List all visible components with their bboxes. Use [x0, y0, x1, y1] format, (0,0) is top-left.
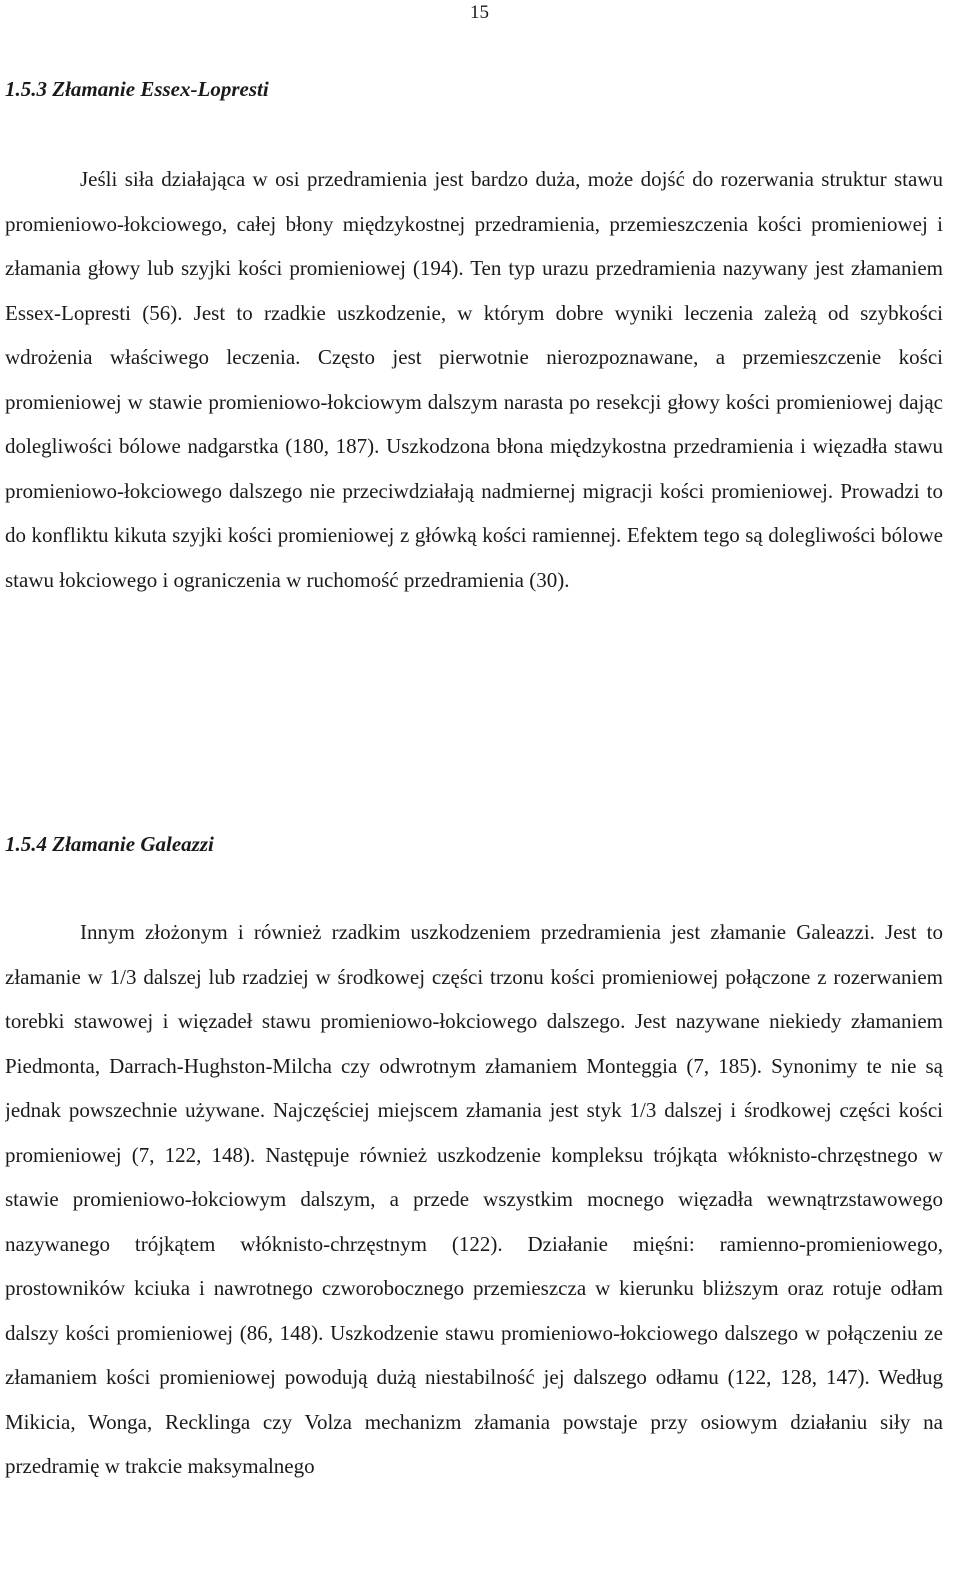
section-heading-essex-lopresti: 1.5.3 Złamanie Essex-Lopresti — [5, 77, 269, 101]
section-heading-galeazzi: 1.5.4 Złamanie Galeazzi — [5, 832, 214, 856]
section-paragraph-essex-lopresti: Jeśli siła działająca w osi przedramienia jest bardzo duża, może dojść do rozerwania struktur stawu promieniowo-łokciowego, całej błony międzykostnej przedramienia, przemieszczenia kości promieniowej i złamania głowy lub szyjki kości promieniowej (194). Ten typ urazu przedramienia nazywany jest złamaniem Essex-Lopresti (56). Jest to rzadkie uszkodzenie, w którym dobre wyniki leczenia zależą od szybkości wdrożenia właściwego leczenia. Często jest pierwotnie nierozpoznawane, a przemieszczenie kości promieniowej w stawie promieniowo-łokciowym dalszym narasta po resekcji głowy kości promieniowej dając dolegliwości bólowe nadgarstka (180, 187). Uszkodzona błona międzykostna przedramienia i więzadła stawu promieniowo-łokciowego dalszego nie przeciwdziałają nadmiernej migracji kości promieniowej. Prowadzi to do konfliktu kikuta szyjki kości promieniowej z główką kości ramiennej. Efektem tego są dolegliwości bólowe stawu łokciowego i ograniczenia w ruchomość przedramienia (30). — [5, 167, 943, 592]
section-paragraph-galeazzi: Innym złożonym i również rzadkim uszkodzeniem przedramienia jest złamanie Galeazzi. Jest to złamanie w 1/3 dalszej lub rzadziej w środkowej części trzonu kości promieniowej połączone z rozerwaniem torebki stawowej i więzadeł stawu promieniowo-łokciowego dalszego. Jest nazywane niekiedy złamaniem Piedmonta, Darrach-Hughston-Milcha czy odwrotnym złamaniem Monteggia (7, 185). Synonimy te nie są jednak powszechnie używane. Najczęściej miejscem złamania jest styk 1/3 dalszej i środkowej części kości promieniowej (7, 122, 148). Następuje również uszkodzenie kompleksu trójkąta włóknisto-chrzęstnego w stawie promieniowo-łokciowym dalszym, a przede wszystkim mocnego więzadła wewnątrzstawowego nazywanego trójkątem włóknisto-chrzęstnym (122). Działanie mięśni: ramienno-promieniowego, prostowników kciuka i nawrotnego czworobocznego przemieszcza w kierunku bliższym oraz rotuje odłam dalszy kości promieniowej (86, 148). Uszkodzenie stawu promieniowo-łokciowego dalszego w połączeniu ze złamaniem kości promieniowej powodują dużą niestabilność jej dalszego odłamu (122, 128, 147). Według Mikicia, Wonga, Recklinga czy Volza mechanizm złamania powstaje przy osiowym działaniu siły na przedramię w trakcie maksymalnego — [5, 920, 943, 1478]
page-number: 15 — [470, 2, 489, 23]
